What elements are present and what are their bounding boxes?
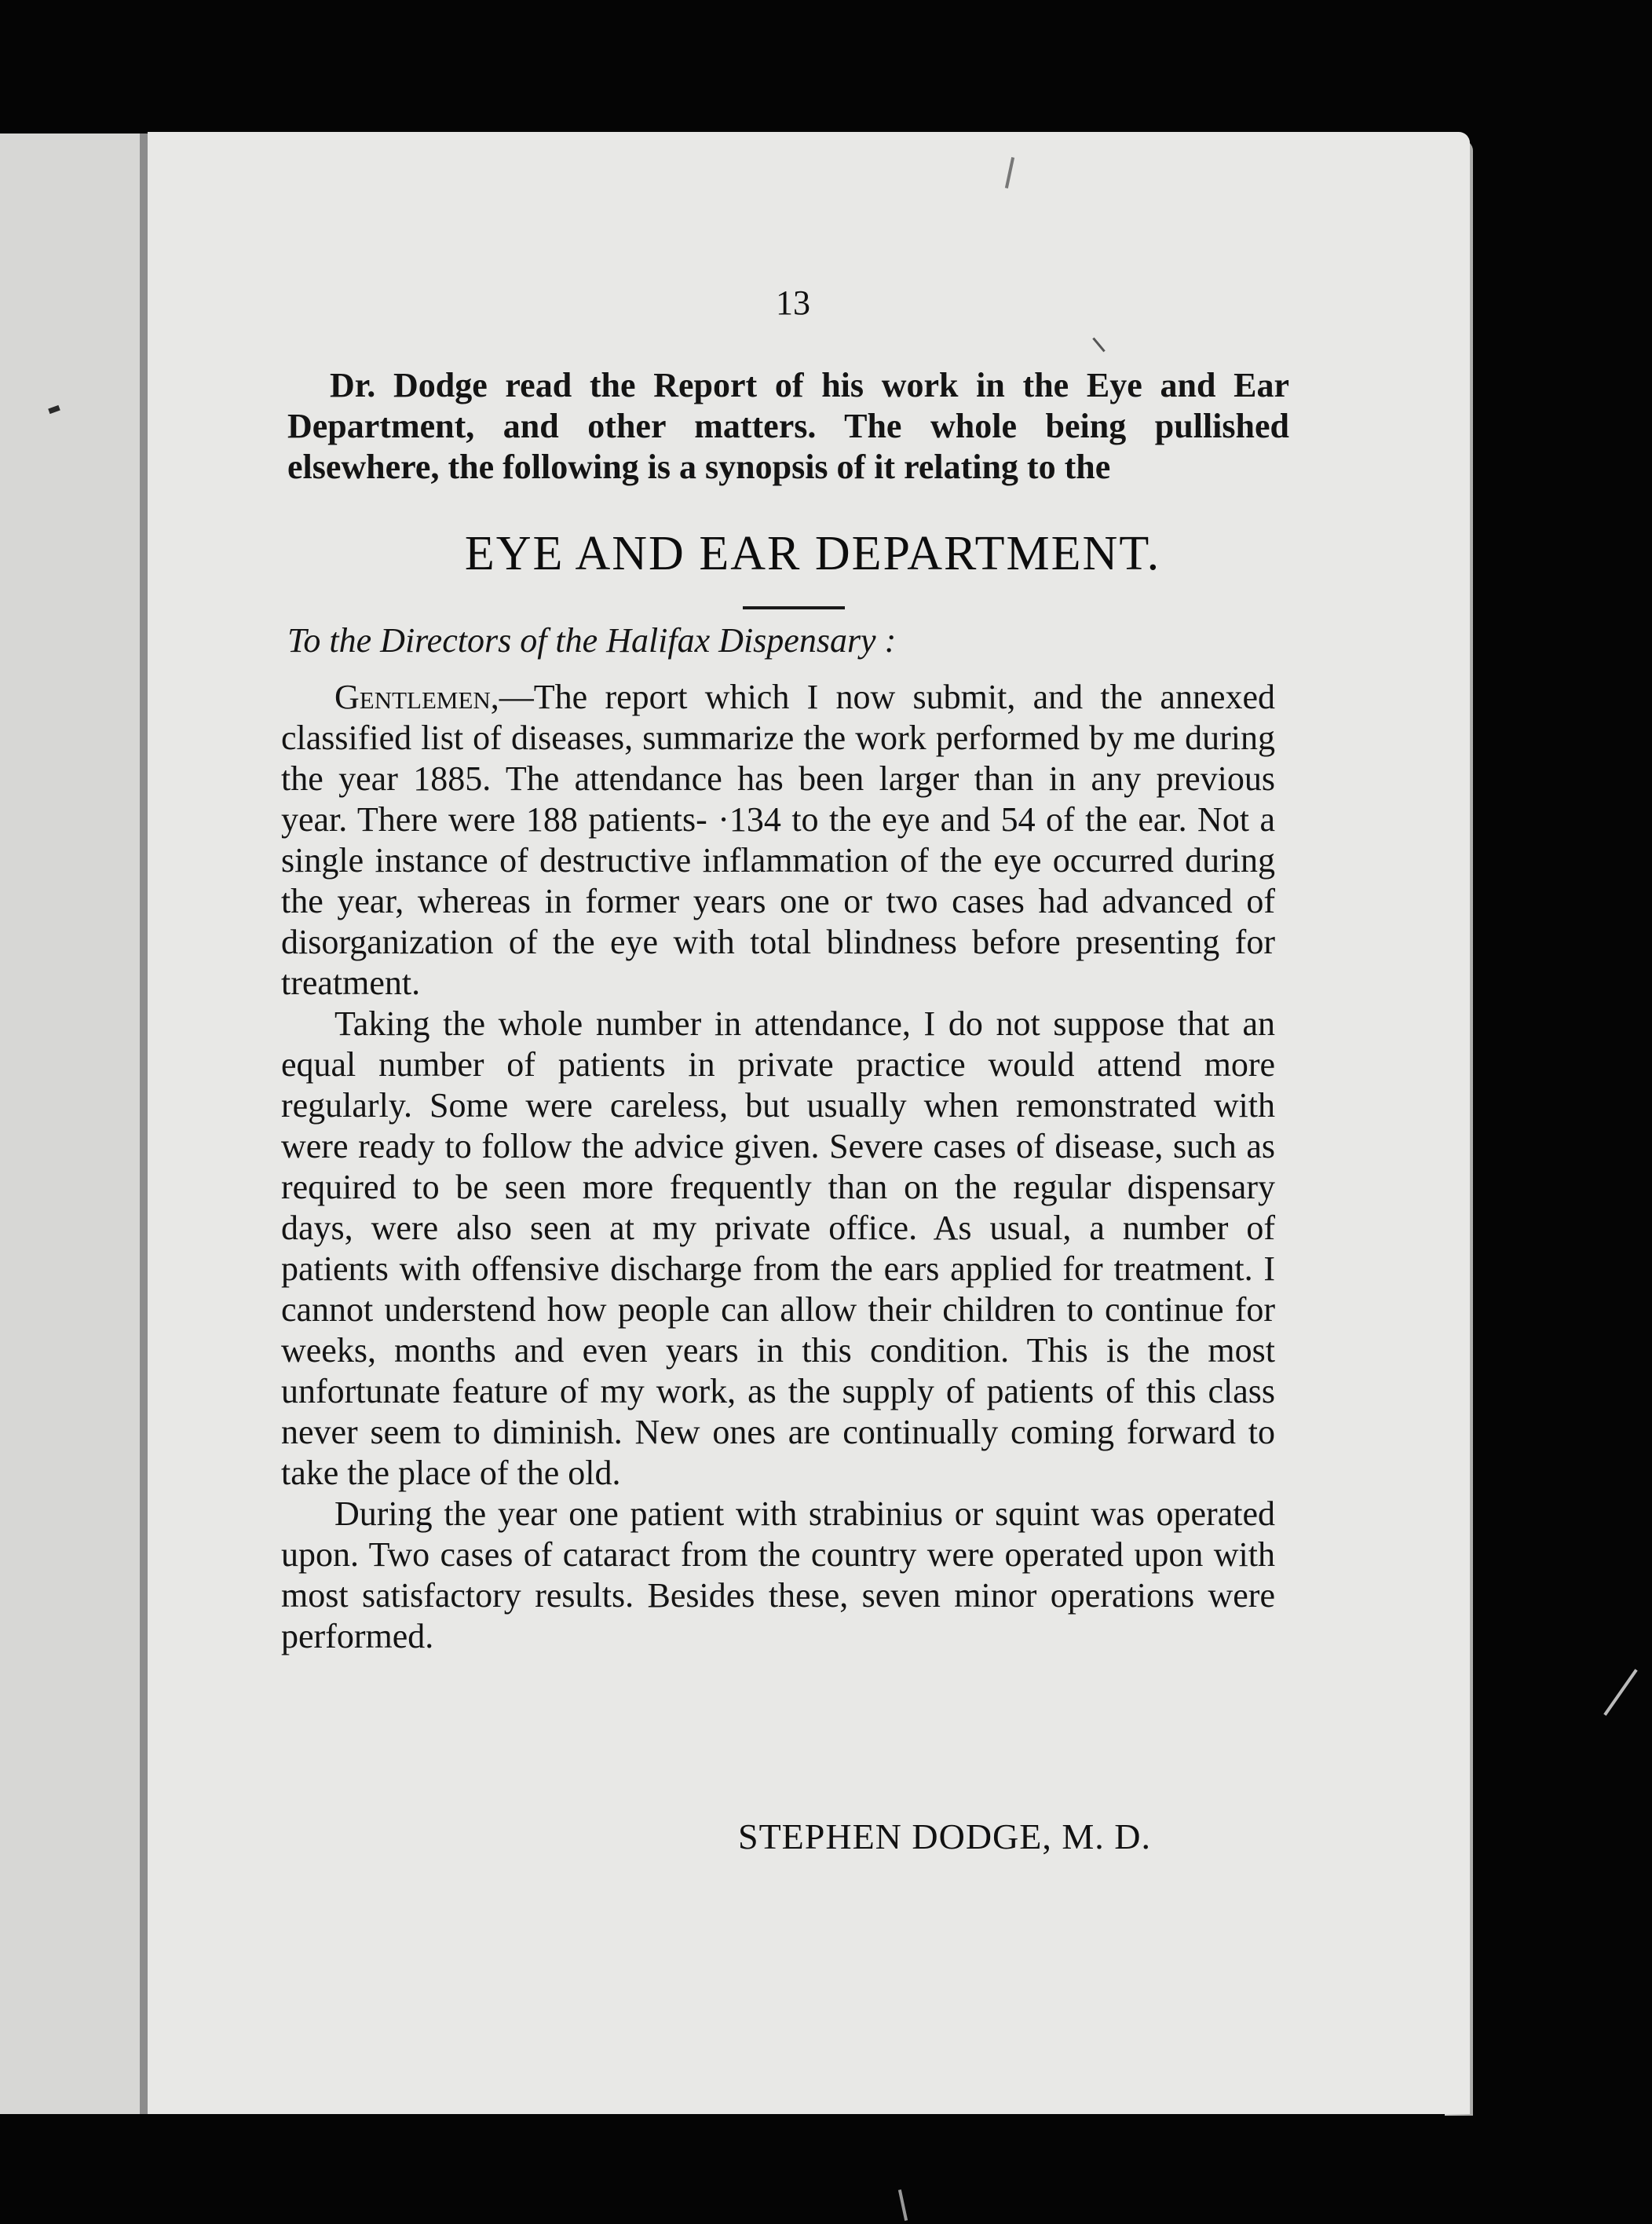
paper-mark — [1603, 1669, 1637, 1716]
signature: STEPHEN DODGE, M. D. — [738, 1816, 1151, 1856]
facing-page-edge — [0, 134, 143, 2114]
paragraph-1-text: —The report which I now submit, and the annexed classified list of diseases, summarize the work performed by me during the year 1885. The attendance has been larger than in any previous year. There were 188 patients- ·134 to the eye and 54 of the ear. Not a single instance of destructive inflammation of the eye occurred during the year, whereas in former years one or two cases had advanced of disorganization of the eye with total blindness before presenting for treatment. — [281, 678, 1275, 1002]
page-number: 13 — [776, 283, 810, 322]
paragraph-2: Taking the whole number in attendance, I do not suppose that an equal number of patients in private practice would attend more regularly. Some were careless, but usually when remonstrated with were ready to follow the advice given. Severe cases of disease, such as required to be seen more frequently than on the regular dispensary days, were also seen at my private office. As usual, a number of patients with offensive discharge from the ears applied for treatment. I cannot understend how people can allow their children to continue for weeks, months and even years in this condition. This is the most unfortunate feature of my work, as the supply of patients of this class never seem to diminish. New ones are continually coming forward to take the place of the old. — [281, 1004, 1275, 1492]
section-heading: EYE AND EAR DEPARTMENT. — [464, 527, 1161, 580]
paper-mark — [898, 2189, 908, 2221]
intro-paragraph: Dr. Dodge read the Report of his work in the Eye and Ear Department, and other matters. The whole being pullished elsewhere, the following is a synopsis of it relating to the — [287, 366, 1289, 486]
salutation: To the Directors of the Halifax Dispensary : — [287, 621, 897, 660]
book-gutter — [140, 134, 148, 2114]
paragraph-1 — [281, 677, 1275, 1004]
heading-rule — [743, 606, 845, 609]
paragraph-3: During the year one patient with strabinius or squint was operated upon. Two cases of cataract from the country were operated upon with most satisfactory results. Besides these, seven minor operations were performed. — [281, 1494, 1275, 1655]
address-word: Gentlemen, — [334, 678, 499, 716]
report-body — [281, 677, 1275, 1657]
